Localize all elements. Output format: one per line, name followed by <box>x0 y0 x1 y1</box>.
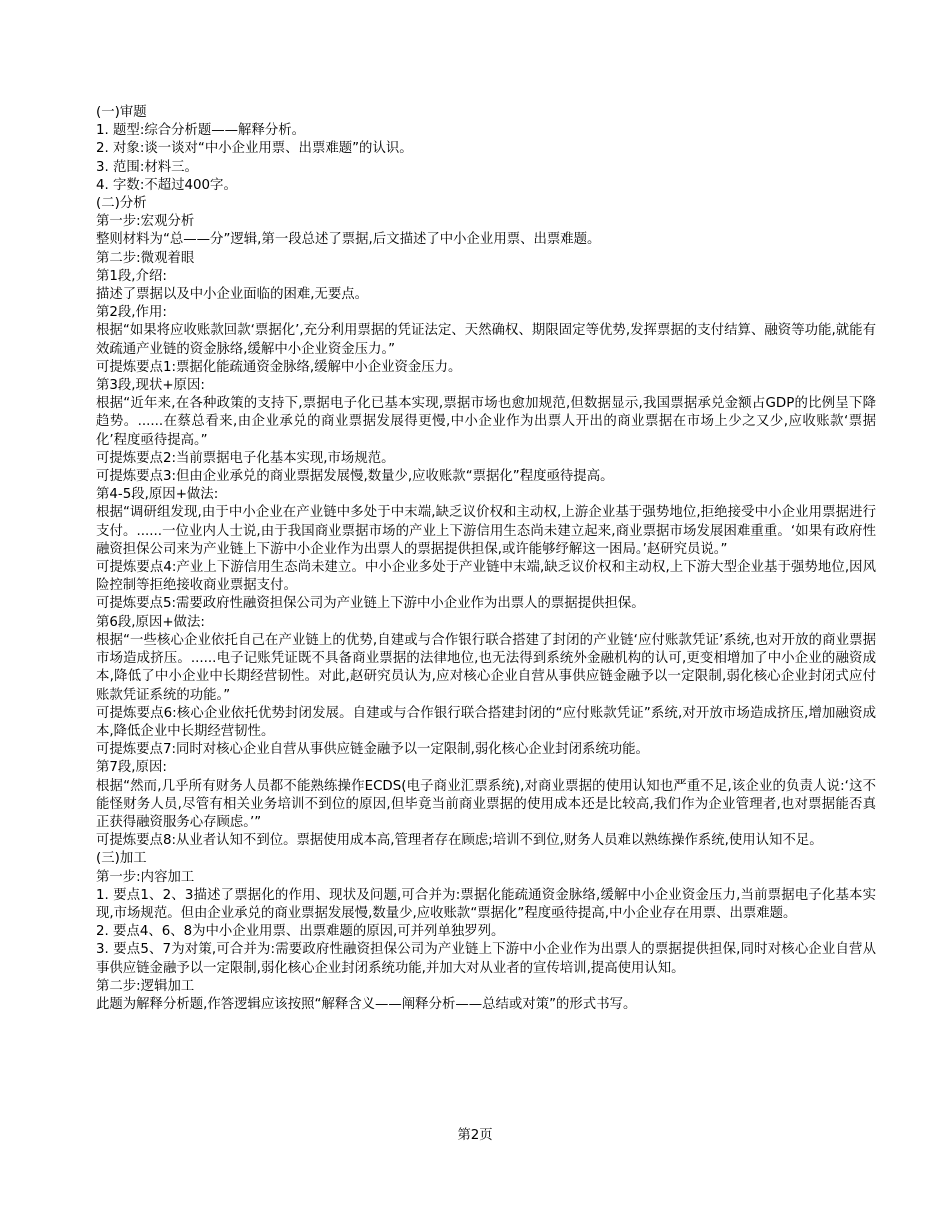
list-item: 2. 对象:谈一谈对“中小企业用票、出票难题”的认识。 <box>96 141 413 157</box>
paragraph: 此题为解释分析题,作答逻辑应该按照“解释含义——阐释分析——总结或对策”的形式书写。 <box>96 996 637 1012</box>
key-point: 可提炼要点8:从业者认知不到位。票据使用成本高,管理者存在顾虑;培训不到位,财务人员难以熟练操作系统,使用认知不足。 <box>96 833 823 849</box>
paragraph: 整则材料为“总——分”逻辑,第一段总述了票据,后文描述了中小企业用票、出票难题。 <box>96 232 601 248</box>
list-item: 2. 要点4、6、8为中小企业用票、出票难题的原因,可并列单独罗列。 <box>96 924 505 940</box>
step-heading: 第二步:逻辑加工 <box>96 978 195 994</box>
key-point: 可提炼要点5:需要政府性融资担保公司为产业链上下游中小企业作为出票人的票据提供担保。 <box>96 596 645 612</box>
quote-paragraph: 根据“如果将应收账款回款‘票据化’,充分利用票据的凭证法定、天然确权、期限固定等优势,发挥票据的支付结算、融资等功能,就能有效疏通产业链的资金脉络,缓解中小企业资金压力。” <box>96 323 876 357</box>
paragraph: 描述了票据以及中小企业面临的困难,无要点。 <box>96 287 369 303</box>
paragraph-label: 第4-5段,原因+做法: <box>96 487 219 503</box>
list-item: 1. 题型:综合分析题——解释分析。 <box>96 123 306 139</box>
list-item: 3. 范围:材料三。 <box>96 159 198 175</box>
key-point: 可提炼要点4:产业上下游信用生态尚未建立。中小企业多处于产业链中末端,缺乏议价权和主动权,上下游大型企业基于强势地位,因风险控制等拒绝接收商业票据支付。 <box>96 560 876 594</box>
quote-paragraph: 根据“一些核心企业依托自己在产业链上的优势,自建或与合作银行联合搭建了封闭的产业链‘应付账款凭证’系统,也对开放的商业票据市场造成挤压。......电子记账凭证既不具备商业票据的法律地位,也无法得到系统外金融机构的认可,更变相增加了中小企业的融资成本,降低了中小企业中长期经营韧性。对此,赵研究员认为,应对核心企业自营从事供应链金融予以一定限制,弱化核心企业封闭式应付账款凭证系统的功能。” <box>96 632 876 703</box>
document-body <box>96 104 876 1014</box>
list-item: 3. 要点5、7为对策,可合并为:需要政府性融资担保公司为产业链上下游中小企业作为出票人的票据提供担保,同时对核心企业自营从事供应链金融予以一定限制,弱化核心企业封闭系统功能,并加大对从业者的宣传培训,提高使用认知。 <box>96 942 876 976</box>
section-heading: (三)加工 <box>96 851 147 867</box>
step-heading: 第一步:内容加工 <box>96 869 195 885</box>
step-heading: 第一步:宏观分析 <box>96 214 195 230</box>
key-point: 可提炼要点2:当前票据电子化基本实现,市场规范。 <box>96 450 395 466</box>
paragraph-label: 第2段,作用: <box>96 305 167 321</box>
paragraph-label: 第6段,原因+做法: <box>96 614 205 630</box>
paragraph-label: 第3段,现状+原因: <box>96 378 205 394</box>
list-item: 1. 要点1、2、3描述了票据化的作用、现状及问题,可合并为:票据化能疏通资金脉络,缓解中小企业资金压力,当前票据电子化基本实现,市场规范。但由企业承兑的商业票据发展慢,数量少,应收账款“票据化”程度亟待提高,中小企业存在用票、出票难题。 <box>96 887 876 921</box>
paragraph-label: 第1段,介绍: <box>96 268 167 284</box>
quote-paragraph: 根据“调研组发现,由于中小企业在产业链中多处于中末端,缺乏议价权和主动权,上游企业基于强势地位,拒绝接受中小企业用票据进行支付。......一位业内人士说,由于我国商业票据市场的产业上下游信用生态尚未建立起来,商业票据市场发展困难重重。‘如果有政府性融资担保公司来为产业链上下游中小企业作为出票人的票据提供担保,或许能够纾解这一困局。’赵研究员说。” <box>96 505 876 557</box>
section-heading: (一)审题 <box>96 105 147 120</box>
key-point: 可提炼要点7:同时对核心企业自营从事供应链金融予以一定限制,弱化核心企业封闭系统功能。 <box>96 742 649 758</box>
quote-paragraph: 根据“然而,几乎所有财务人员都不能熟练操作ECDS(电子商业汇票系统),对商业票据的使用认知也严重不足,该企业的负责人说:‘这不能怪财务人员,尽管有相关业务培训不到位的原因,但毕竟当前商业票据的使用成本还是比较高,我们作为企业管理者,也对票据能否真正获得融资服务心存顾虑。’” <box>96 778 876 830</box>
key-point: 可提炼要点1:票据化能疏通资金脉络,缓解中小企业资金压力。 <box>96 359 462 375</box>
quote-paragraph: 根据“近年来,在各种政策的支持下,票据电子化已基本实现,票据市场也愈加规范,但数据显示,我国票据承兑金额占GDP的比例呈下降趋势。......在蔡总看来,由企业承兑的商业票据发展得更慢,中小企业作为出票人开出的商业票据在市场上少之又少,应收账款‘票据化’程度亟待提高。” <box>96 396 876 448</box>
section-heading: (二)分析 <box>96 196 147 212</box>
list-item: 4. 字数:不超过400字。 <box>96 177 237 193</box>
page-number: 第2页 <box>457 1128 493 1143</box>
paragraph-label: 第7段,原因: <box>96 760 167 776</box>
key-point: 可提炼要点6:核心企业依托优势封闭发展。自建或与合作银行联合搭建封闭的“应付账款凭证”系统,对开放市场造成挤压,增加融资成本,降低企业中长期经营韧性。 <box>96 705 876 739</box>
key-point: 可提炼要点3:但由企业承兑的商业票据发展慢,数量少,应收账款“票据化”程度亟待提高。 <box>96 469 614 485</box>
step-heading: 第二步:微观着眼 <box>96 250 195 266</box>
